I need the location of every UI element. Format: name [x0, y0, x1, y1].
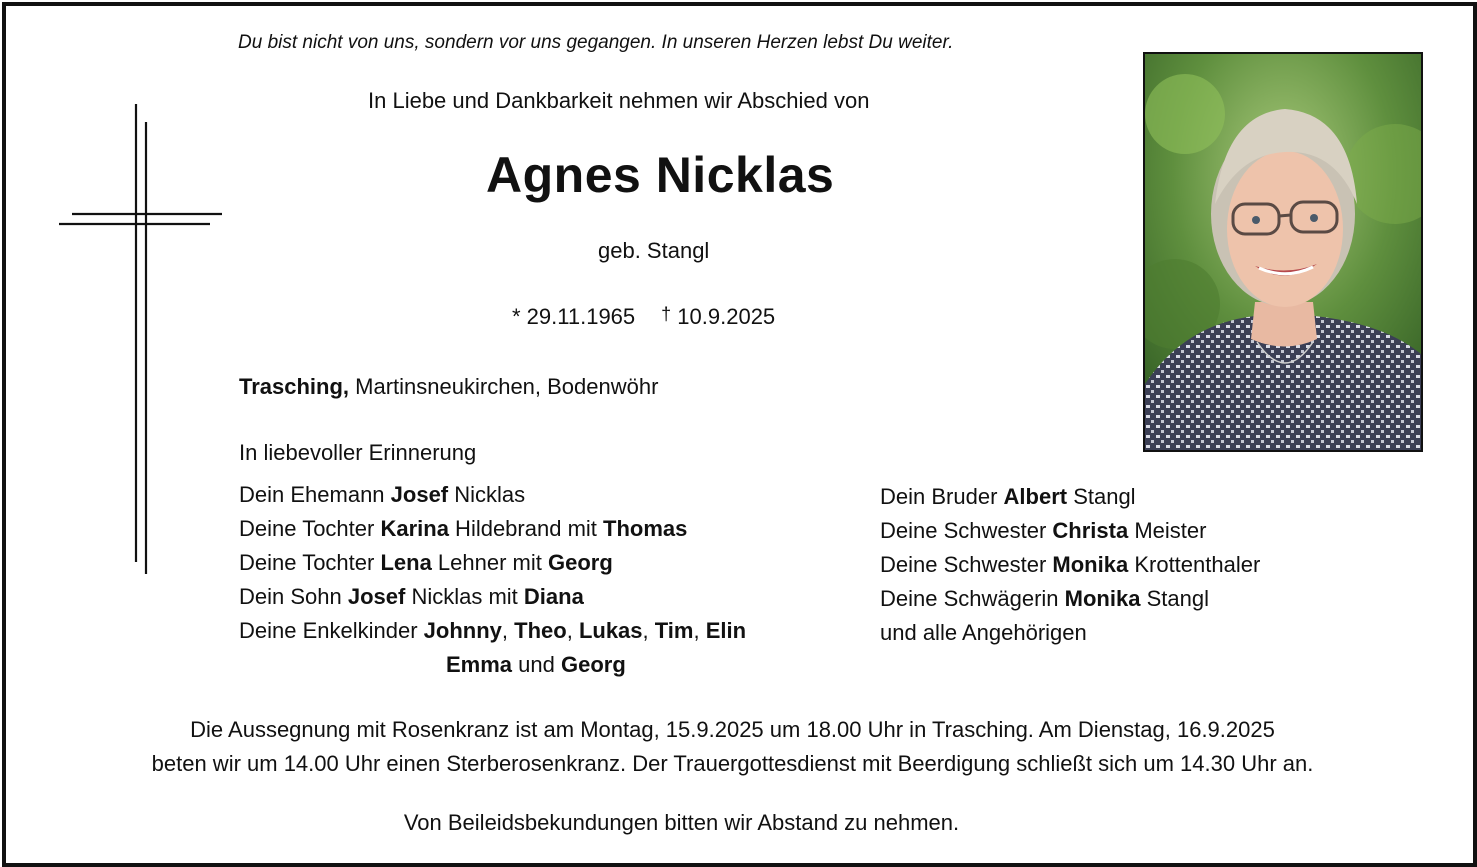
mourner-name: Lukas	[578, 618, 643, 643]
mourner-line	[880, 480, 1260, 514]
mourner-name: Josef	[347, 584, 406, 609]
mourner-line	[239, 648, 746, 682]
mourner-name: Monika	[1064, 586, 1141, 611]
mourner-name: Thomas	[603, 516, 688, 541]
mourner-text: und	[512, 652, 561, 677]
funeral-notice	[0, 713, 1465, 781]
mourner-line	[239, 546, 746, 580]
birth-date: * 29.11.1965	[512, 304, 636, 329]
mourner-text: Deine Schwester	[880, 518, 1053, 543]
mourner-name: Emma	[446, 652, 513, 677]
motto: Du bist nicht von uns, sondern vor uns gegangen. In unseren Herzen lebst Du weiter.	[238, 32, 954, 53]
mourner-text: Deine Tochter	[239, 550, 381, 575]
birth-name: geb. Stangl	[598, 238, 710, 263]
mourner-name: Georg	[560, 652, 626, 677]
mourner-text: ,	[501, 618, 515, 643]
mourners-left	[239, 478, 746, 682]
mourner-name: Albert	[1003, 484, 1068, 509]
mourner-name: Josef	[390, 482, 449, 507]
mourner-name: Tim	[654, 618, 694, 643]
portrait-image	[1145, 54, 1421, 450]
dagger-symbol: †	[661, 304, 672, 324]
death-date: 10.9.2025	[677, 304, 776, 329]
mourner-line	[239, 614, 746, 648]
mourner-line	[880, 514, 1260, 548]
life-dates	[512, 304, 775, 330]
mourner-name: Monika	[1052, 552, 1129, 577]
mourner-line	[239, 512, 746, 546]
portrait-photo	[1143, 52, 1423, 452]
mourner-text: Deine Schwägerin	[880, 586, 1065, 611]
places	[239, 374, 658, 400]
mourner-text: Deine Tochter	[239, 516, 381, 541]
mourner-text: Dein Bruder	[880, 484, 1004, 509]
condolence-request: Von Beileidsbekundungen bitten wir Abstand zu nehmen.	[403, 810, 960, 835]
mourner-text: ,	[642, 618, 655, 643]
place-rest: Martinsneukirchen, Bodenwöhr	[349, 374, 659, 399]
mourner-text: Dein Ehemann	[239, 482, 391, 507]
deceased-name: Agnes Nicklas	[486, 147, 835, 203]
mourner-line	[239, 478, 746, 512]
mourner-name: Lena	[380, 550, 432, 575]
intro-line: In Liebe und Dankbarkeit nehmen wir Abschied von	[368, 88, 870, 113]
mourner-name: Christa	[1052, 518, 1129, 543]
mourner-text: Deine Schwester	[880, 552, 1053, 577]
mourner-text: Stangl	[1067, 484, 1136, 509]
mourner-name: Theo	[514, 618, 567, 643]
notice-line-1: Die Aussegnung mit Rosenkranz ist am Montag, 15.9.2025 um 18.00 Uhr in Trasching. Am Dienstag, 16.9.2025	[190, 717, 1275, 742]
mourner-text: und alle Angehörigen	[880, 620, 1087, 645]
mourner-name: Johnny	[423, 618, 502, 643]
mourner-text: Hildebrand mit	[448, 516, 604, 541]
mourner-name: Georg	[547, 550, 613, 575]
mourner-text: Stangl	[1140, 586, 1209, 611]
mourner-text: Dein Sohn	[239, 584, 348, 609]
mourner-name: Karina	[380, 516, 449, 541]
memory-line: In liebevoller Erinnerung	[239, 440, 477, 465]
mourners-right	[880, 480, 1260, 650]
mourner-text: Lehner mit	[431, 550, 548, 575]
mourner-line	[880, 582, 1260, 616]
mourner-text: ,	[566, 618, 579, 643]
mourner-name: Elin	[705, 618, 747, 643]
mourner-text: Nicklas mit	[405, 584, 524, 609]
mourner-line	[880, 616, 1260, 650]
mourner-text: Nicklas	[448, 482, 526, 507]
notice-line-2: beten wir um 14.00 Uhr einen Sterberosenkranz. Der Trauergottesdienst mit Beerdigung schließt sich um 14.30 Uhr an.	[151, 751, 1314, 776]
place-primary: Trasching,	[239, 374, 350, 399]
cross-icon	[56, 104, 226, 576]
mourner-text: Meister	[1128, 518, 1207, 543]
mourner-name: Diana	[523, 584, 584, 609]
mourner-line	[239, 580, 746, 614]
mourner-text: Deine Enkelkinder	[239, 618, 424, 643]
mourner-line	[880, 548, 1260, 582]
mourner-text: Krottenthaler	[1128, 552, 1261, 577]
mourner-text: ,	[693, 618, 706, 643]
